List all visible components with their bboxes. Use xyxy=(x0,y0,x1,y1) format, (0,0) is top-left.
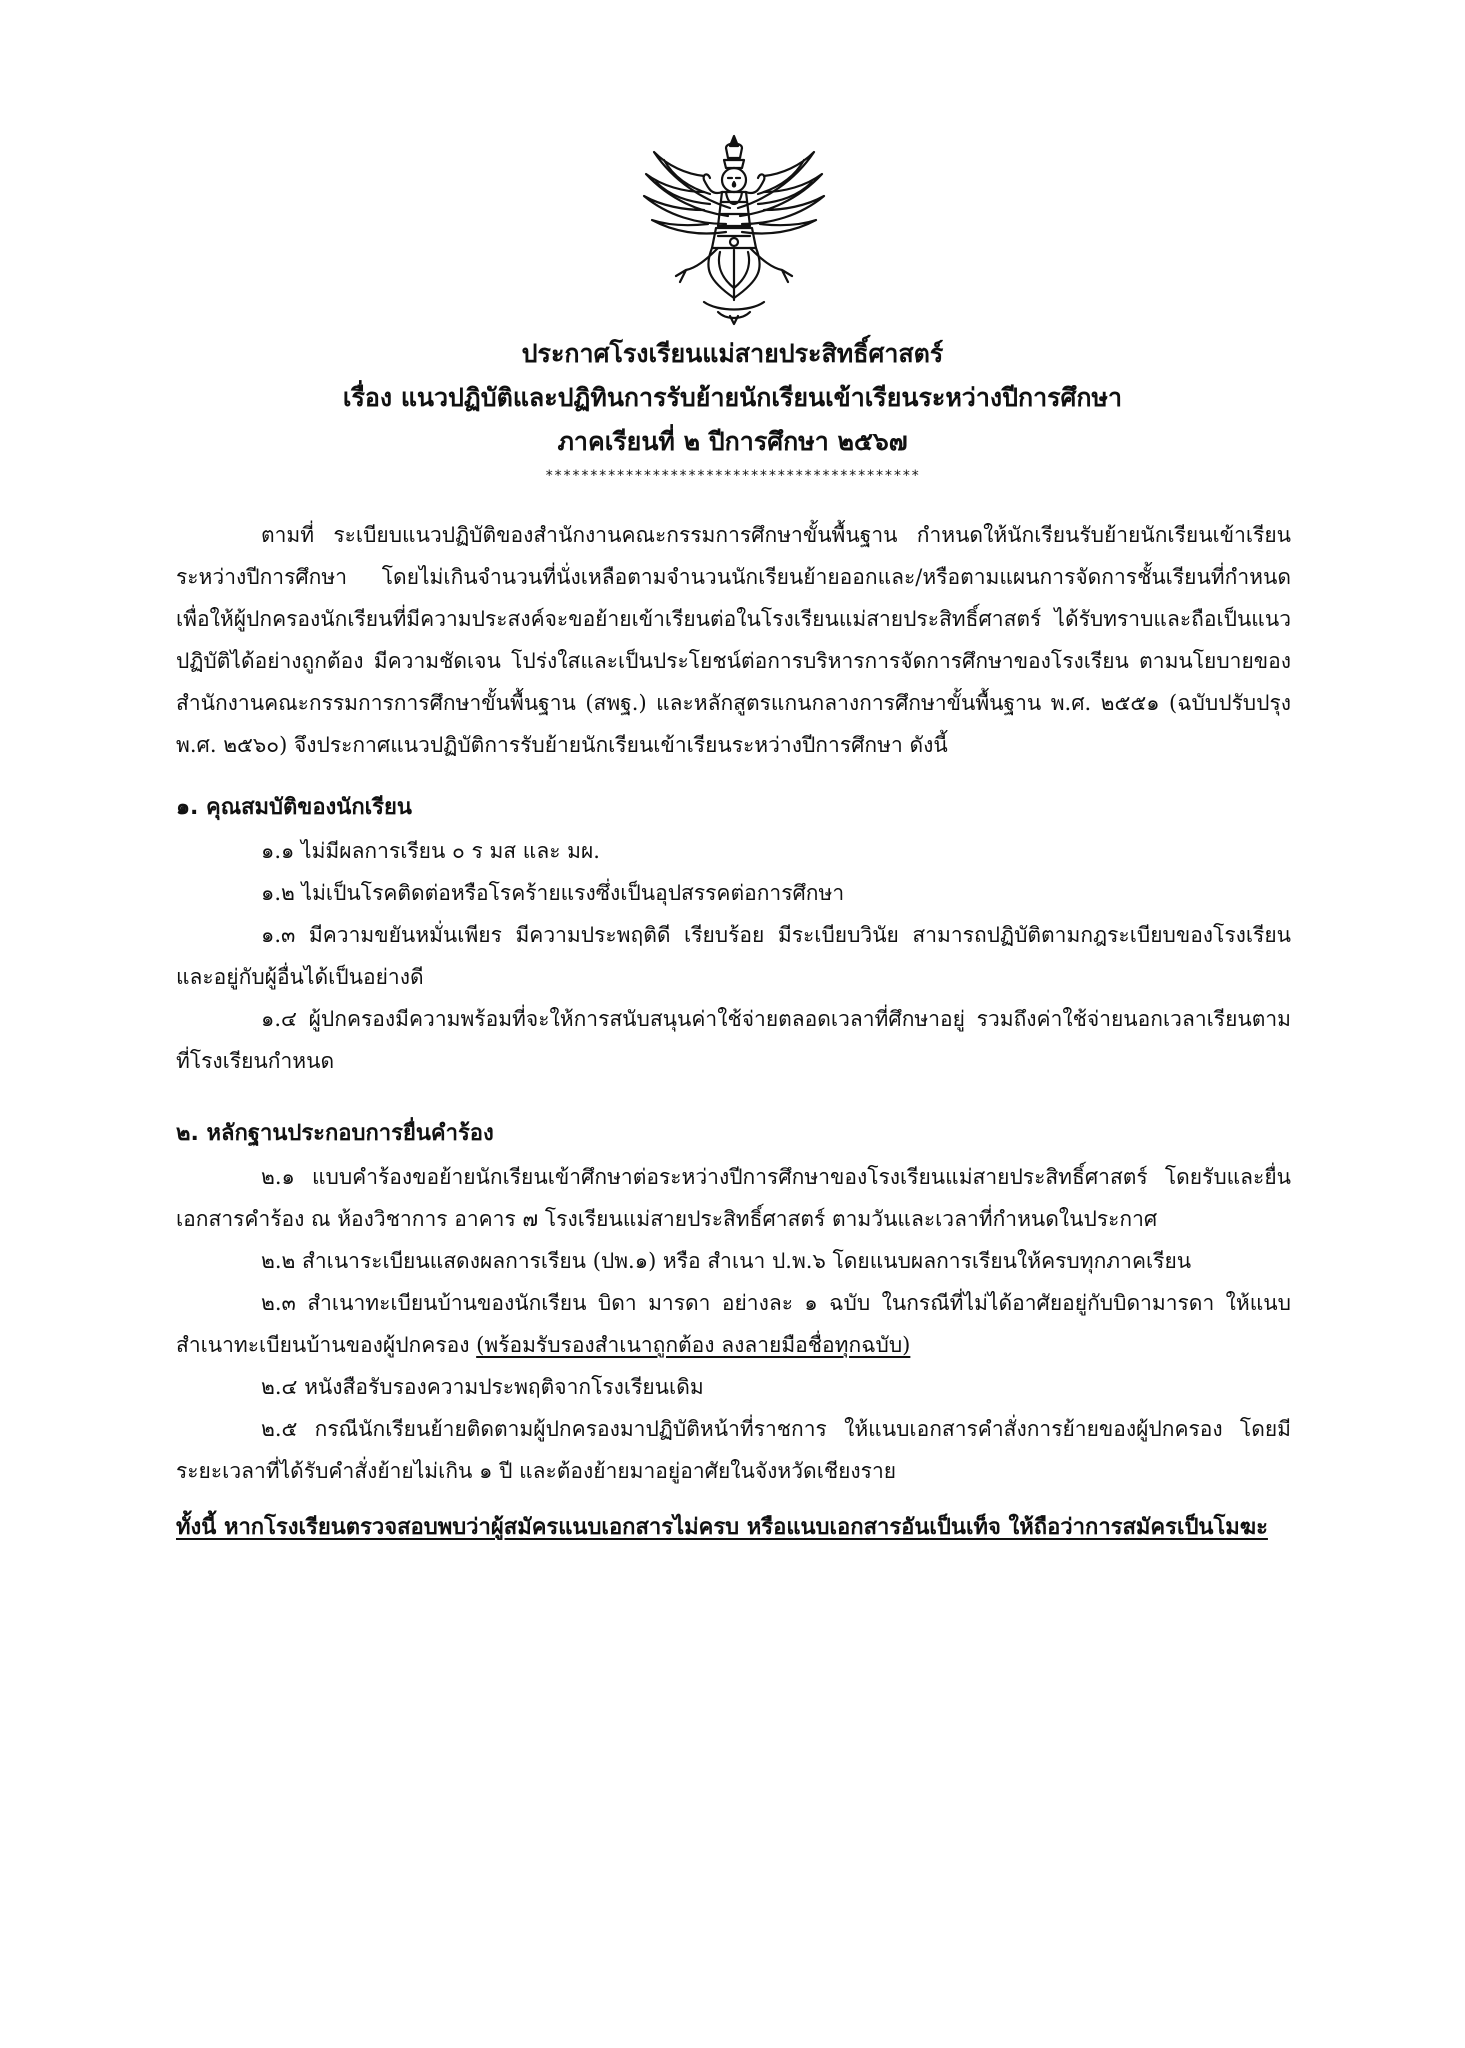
garuda-emblem-icon xyxy=(634,130,834,326)
document-body xyxy=(176,514,1291,1550)
section-1-item: ๑.๓ มีความขยันหมั่นเพียร มีความประพฤติดี เรียบร้อย มีระเบียบวินัย สามารถปฏิบัติตามกฎระเบียบของโรงเรียน และอยู่กับผู้อื่นได้เป็นอย่างดี xyxy=(176,923,1291,989)
section-2-heading: ๒. หลักฐานประกอบการยื่นคำร้อง xyxy=(176,1121,494,1146)
section-2-item xyxy=(176,1282,1291,1366)
section-2-item: ๒.๕ กรณีนักเรียนย้ายติดตามผู้ปกครองมาปฏิบัติหน้าที่ราชการ ให้แนบเอกสารคำสั่งการย้ายของผู้ปกครอง โดยมีระยะเวลาที่ได้รับคำสั่งย้ายไม่เกิน ๑ ปี และต้องย้ายมาอยู่อาศัยในจังหวัดเชียงราย xyxy=(176,1417,1291,1483)
section-2-item: ๒.๑ แบบคำร้องขอย้ายนักเรียนเข้าศึกษาต่อระหว่างปีการศึกษาของโรงเรียนแม่สายประสิทธิ์ศาสตร์ โดยรับและยื่นเอกสารคำร้อง ณ ห้องวิชาการ อาคาร ๗ โรงเรียนแม่สายประสิทธิ์ศาสตร์ ตามวันและเวลาที่กำหนดในประกาศ xyxy=(176,1165,1291,1231)
document-header xyxy=(0,332,1465,486)
section-2-item-text: ๒.๓ สำเนาทะเบียนบ้านของนักเรียน บิดา มารดา อย่างละ ๑ ฉบับ ในกรณีที่ไม่ได้อาศัยอยู่กับบิดามารดา ให้แนบสำเนาทะเบียนบ้านของผู้ปกครอง xyxy=(176,1291,1291,1357)
announcement-title: ประกาศโรงเรียนแม่สายประสิทธิ์ศาสตร์ xyxy=(521,339,944,368)
section-1-item: ๑.๑ ไม่มีผลการเรียน ๐ ร มส และ มผ. xyxy=(261,839,600,863)
section-1-item: ๑.๔ ผู้ปกครองมีความพร้อมที่จะให้การสนับสนุนค่าใช้จ่ายตลอดเวลาที่ศึกษาอยู่ รวมถึงค่าใช้จ่ายนอกเวลาเรียนตามที่โรงเรียนกำหนด xyxy=(176,1007,1291,1073)
certification-requirement: (พร้อมรับรองสำเนาถูกต้อง ลงลายมือชื่อทุกฉบับ) xyxy=(476,1333,911,1357)
announcement-subject: เรื่อง แนวปฏิบัติและปฏิทินการรับย้ายนักเรียนเข้าเรียนระหว่างปีการศึกษา xyxy=(342,383,1123,412)
separator-stars: ****************************************** xyxy=(544,468,920,484)
announcement-semester: ภาคเรียนที่ ๒ ปีการศึกษา ๒๕๖๗ xyxy=(557,427,908,456)
section-2-item: ๒.๔ หนังสือรับรองความประพฤติจากโรงเรียนเดิม xyxy=(261,1375,704,1399)
section-2-item: ๒.๒ สำเนาระเบียนแสดงผลการเรียน (ปพ.๑) หรือ สำเนา ป.พ.๖ โดยแนบผลการเรียนให้ครบทุกภาคเรียน xyxy=(261,1249,1192,1273)
intro-paragraph: ตามที่ ระเบียบแนวปฏิบัติของสำนักงานคณะกรรมการศึกษาขั้นพื้นฐาน กำหนดให้นักเรียนรับย้ายนักเรียนเข้าเรียนระหว่างปีการศึกษา โดยไม่เกินจำนวนที่นั่งเหลือตามจำนวนนักเรียนย้ายออกและ/หรือตามแผนการจัดการชั้นเรียนที่กำหนด เพื่อให้ผู้ปกครองนักเรียนที่มีความประสงค์จะขอย้ายเข้าเรียนต่อในโรงเรียนแม่สายประสิทธิ์ศาสตร์ ได้รับทราบและถือเป็นแนวปฏิบัติได้อย่างถูกต้อง มีความชัดเจน โปร่งใสและเป็นประโยชน์ต่อการบริหารการจัดการศึกษาของโรงเรียน ตามนโยบายของสำนักงานคณะกรรมการการศึกษาขั้นพื้นฐาน (สพฐ.) และหลักสูตรแกนกลางการศึกษาขั้นพื้นฐาน พ.ศ. ๒๕๕๑ (ฉบับปรับปรุง พ.ศ. ๒๕๖๐) จึงประกาศแนวปฏิบัติการรับย้ายนักเรียนเข้าเรียนระหว่างปีการศึกษา ดังนี้ xyxy=(176,523,1291,757)
warning-note: ทั้งนี้ หากโรงเรียนตรวจสอบพบว่าผู้สมัครแนบเอกสารไม่ครบ หรือแนบเอกสารอันเป็นเท็จ ให้ถือว่าการสมัครเป็นโมฆะ xyxy=(176,1515,1268,1540)
section-1-item: ๑.๒ ไม่เป็นโรคติดต่อหรือโรคร้ายแรงซึ่งเป็นอุปสรรคต่อการศึกษา xyxy=(261,881,845,905)
section-1-heading: ๑. คุณสมบัติของนักเรียน xyxy=(176,795,412,820)
